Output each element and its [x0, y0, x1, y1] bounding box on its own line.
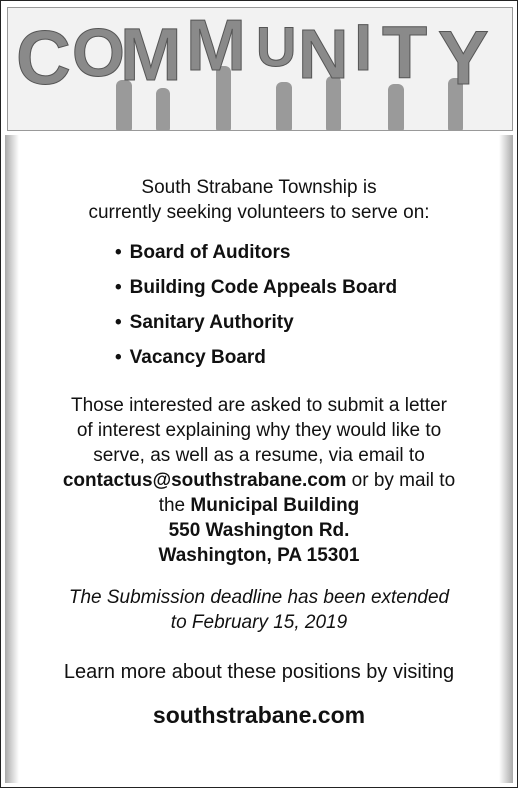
- instructions-line: Those interested are asked to submit a letter: [71, 395, 447, 416]
- hand-icon: [276, 82, 292, 130]
- deadline-line: The Submission deadline has been extended: [68, 587, 450, 608]
- intro-line: currently seeking volunteers to serve on:: [88, 202, 430, 223]
- banner-letter: Y: [438, 16, 489, 101]
- banner-letter: C: [16, 16, 71, 101]
- street-address: 550 Washington Rd.: [168, 520, 350, 541]
- community-banner: [7, 7, 513, 131]
- the-text: the: [158, 495, 191, 516]
- list-item: • Board of Auditors: [115, 235, 513, 270]
- list-item: • Sanitary Authority: [115, 305, 513, 340]
- banner-letter: M: [120, 13, 182, 96]
- deadline-text: [5, 585, 513, 635]
- mail-text: or by mail to: [346, 470, 456, 491]
- community-hands-illustration: [8, 8, 512, 130]
- banner-letter: N: [298, 15, 349, 93]
- instructions-line: serve, as well as a resume, via email to: [93, 445, 425, 466]
- city-address: Washington, PA 15301: [158, 545, 360, 566]
- website-link[interactable]: southstrabane.com: [152, 702, 366, 728]
- banner-letter: O: [72, 15, 125, 91]
- notice-body: [5, 135, 513, 783]
- banner-letter: U: [256, 15, 297, 78]
- intro-text: [5, 175, 513, 225]
- intro-line: South Strabane Township is: [141, 177, 377, 198]
- banner-letter: M: [186, 8, 246, 86]
- list-item: • Building Code Appeals Board: [115, 270, 513, 305]
- banner-letter: I: [354, 10, 373, 84]
- deadline-line: to February 15, 2019: [170, 612, 348, 633]
- positions-list: [115, 235, 513, 375]
- building-name: Municipal Building: [190, 495, 360, 516]
- instructions-text: [5, 393, 513, 568]
- email-address[interactable]: contactus@southstrabane.com: [62, 470, 347, 491]
- instructions-line: of interest explaining why they would like to: [76, 420, 442, 441]
- learn-more-text: Learn more about these positions by visiting: [63, 661, 455, 683]
- list-item: • Vacancy Board: [115, 340, 513, 375]
- banner-letter: T: [382, 11, 428, 94]
